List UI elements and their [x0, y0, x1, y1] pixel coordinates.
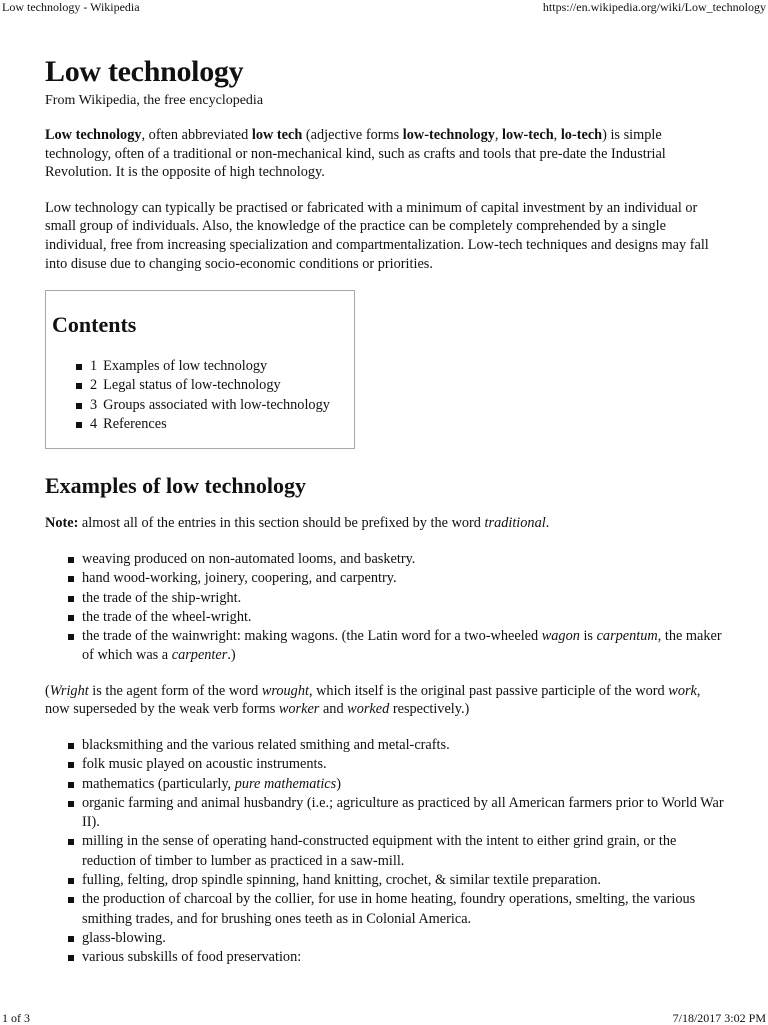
print-datetime: 7/18/2017 3:02 PM	[672, 1011, 766, 1025]
para-italic: Wright	[49, 682, 89, 699]
wright-paragraph	[45, 682, 725, 719]
para-text: is the agent form of the word	[88, 682, 262, 699]
list-item-text: is	[579, 628, 597, 645]
para-text: , now superseded by the weak verb forms	[45, 682, 701, 718]
note-label: Note:	[45, 515, 79, 532]
toc-item-number: 1	[90, 358, 98, 375]
list-item-italic: carpentum	[596, 628, 658, 645]
list-item: the trade of the ship-wright.	[68, 589, 725, 608]
toc-item-label: Legal status of low-technology	[103, 377, 281, 394]
intro-paragraph-1	[45, 126, 725, 182]
toc-item-label: Examples of low technology	[103, 358, 268, 375]
toc-item-label: References	[103, 416, 167, 433]
note-text: almost all of the entries in this section should be prefixed by the word	[78, 515, 485, 532]
table-of-contents	[45, 290, 355, 449]
list-item: glass-blowing.	[68, 929, 725, 948]
list-item: milling in the sense of operating hand-constructed equipment with the intent to either grind grain, or the reduction of timber to lumber as practiced in a saw-mill.	[68, 832, 725, 871]
toc-item-3[interactable]	[76, 396, 354, 415]
list-item: organic farming and animal husbandry (i.e.; agriculture as practiced by all American farmers prior to World War II).	[68, 794, 725, 833]
intro-paragraph-2: Low technology can typically be practised or fabricated with a minimum of capital investment by an individual or small group of individuals. Also, the knowledge of the practice can be completely comprehended by a single individual, free from increasing specialization and compartmentalization. Low-tech techniques and designs may fall into disuse due to changing socio-economic conditions or priorities.	[45, 199, 709, 272]
list-item-text: )	[336, 775, 341, 792]
term-low-tech: low tech	[251, 127, 303, 143]
toc-item-4[interactable]	[76, 415, 354, 434]
intro-text: ,	[553, 127, 561, 143]
examples-list-2	[45, 736, 725, 968]
toc-item-number: 2	[90, 377, 98, 394]
list-item: folk music played on acoustic instruments.	[68, 755, 725, 774]
note-end: .	[545, 515, 550, 532]
section-note	[45, 514, 725, 533]
toc-heading: Contents	[52, 312, 137, 338]
term-low-technology-adj: low-technology	[402, 127, 495, 143]
toc-item-label: Groups associated with low-technology	[103, 396, 330, 413]
list-item-italic: wagon	[541, 628, 580, 645]
note-word: traditional	[484, 515, 546, 532]
intro-text: ,	[494, 127, 503, 143]
list-item: fulling, felting, drop spindle spinning, hand knitting, crochet, & similar textile preparation.	[68, 871, 725, 890]
page-number: 1 of 3	[2, 1011, 30, 1025]
list-item: the production of charcoal by the collier, for use in home heating, foundry operations, smelting, the various smithing trades, and for brushing ones teeth as in Colonial America.	[68, 890, 725, 929]
list-item: the trade of the wheel-wright.	[68, 608, 725, 627]
list-item	[68, 775, 725, 794]
toc-item-number: 4	[90, 416, 98, 433]
intro-text: ) is simple technology, often of a traditional or non-mechanical kind, such as crafts and tools that pre-date the Industrial Revolution. It is the opposite of high technology.	[45, 127, 666, 181]
para-text: , which itself is the original past passive participle of the word	[308, 682, 669, 699]
toc-item-number: 3	[90, 396, 98, 413]
examples-list-1	[45, 550, 725, 666]
intro-text: , often abbreviated	[141, 127, 252, 143]
intro-text: (adjective forms	[302, 127, 403, 143]
para-italic: worked	[347, 701, 390, 718]
list-item-italic: pure mathematics	[234, 775, 337, 792]
para-text: respectively.)	[389, 701, 470, 718]
list-item-text: the trade of the wainwright: making wagons. (the Latin word for a two-wheeled	[82, 628, 542, 645]
term-lo-tech: lo-tech	[560, 127, 603, 143]
term-low-technology: Low technology	[45, 127, 142, 143]
list-item-italic: carpenter	[171, 647, 228, 664]
list-item-text: , the maker of which was a	[82, 628, 722, 664]
para-text: and	[319, 701, 348, 718]
list-item: weaving produced on non-automated looms, and basketry.	[68, 550, 725, 569]
article-tagline: From Wikipedia, the free encyclopedia	[45, 93, 264, 108]
para-italic: work	[668, 682, 697, 699]
para-italic: worker	[278, 701, 320, 718]
para-text: (	[45, 682, 50, 699]
list-item-text: mathematics (particularly,	[82, 775, 235, 792]
para-italic: wrought	[261, 682, 309, 699]
page-title: Low technology	[45, 55, 244, 88]
toc-item-1[interactable]	[76, 357, 354, 376]
list-item: hand wood-working, joinery, coopering, and carpentry.	[68, 569, 725, 588]
list-item-text: .)	[227, 647, 236, 664]
print-header-url: https://en.wikipedia.org/wiki/Low_technology	[542, 0, 766, 14]
toc-list	[52, 357, 354, 434]
list-item	[68, 627, 725, 666]
section-heading-examples: Examples of low technology	[45, 473, 306, 499]
term-low-tech-adj: low-tech	[502, 127, 554, 143]
list-item: various subskills of food preservation:	[68, 948, 725, 967]
article-content	[45, 52, 725, 983]
toc-item-2[interactable]	[76, 376, 354, 395]
list-item: blacksmithing and the various related smithing and metal-crafts.	[68, 736, 725, 755]
print-header-title: Low technology - Wikipedia	[2, 0, 140, 14]
